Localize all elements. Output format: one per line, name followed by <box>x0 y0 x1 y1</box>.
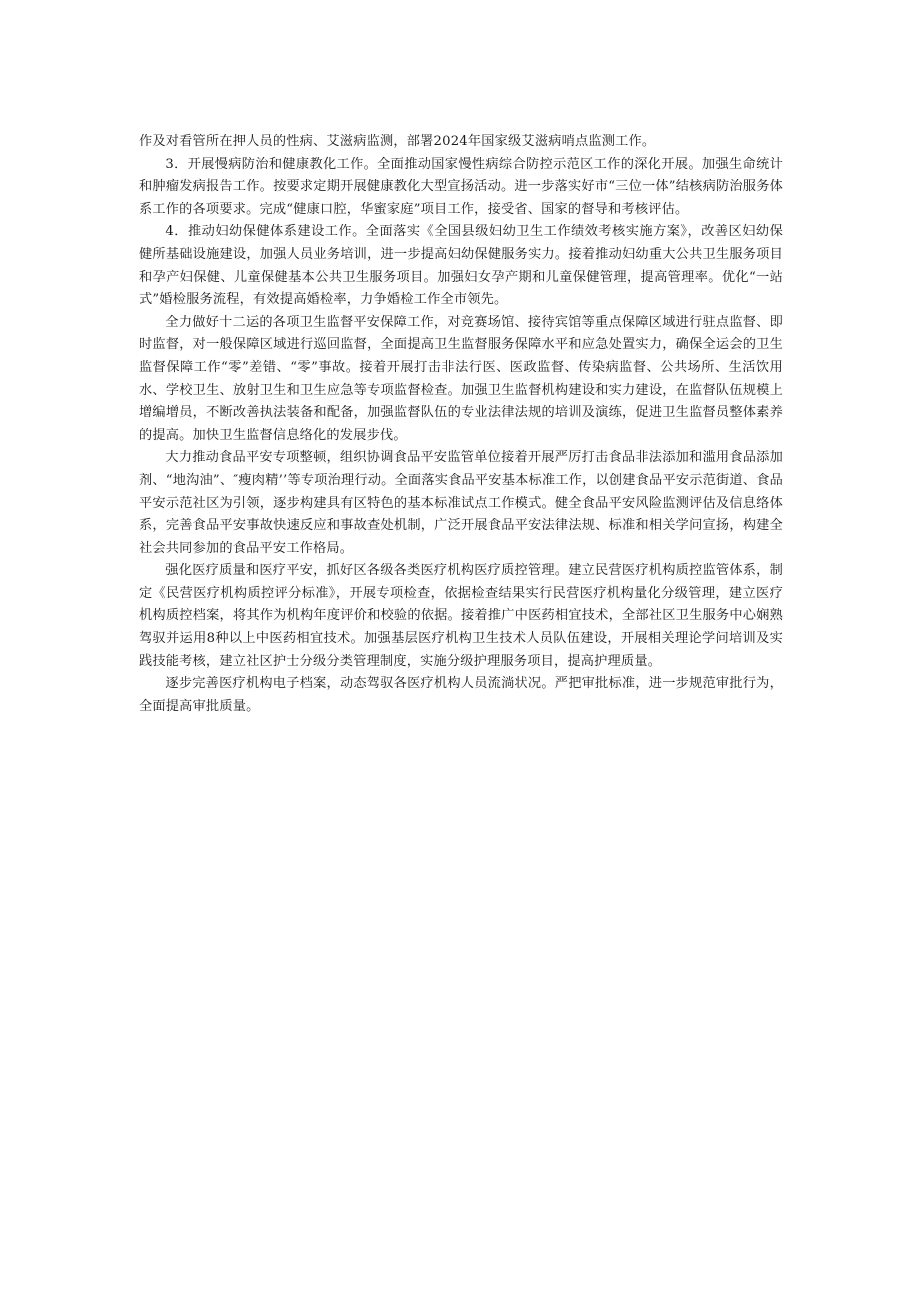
paragraph-medical-records: 逐步完善医疗机构电子档案，动态驾驭各医疗机构人员流淌状况。严把审批标准，进一步规范审批行为，全面提高审批质量。 <box>139 676 783 714</box>
paragraph-medical-quality: 强化医疗质量和医疗平安，抓好区各级各类医疗机构医疗质控管理。建立民营医疗机构质控监管体系，制定《民营医疗机构质控评分标准》，开展专项检查，依据检查结果实行民营医疗机构量化分级管理，建立医疗机构质控档案，将其作为机构年度评价和校验的依据。接着推广中医药相宜技术，全部社区卫生服务中心娴熟驾驭并运用8种以上中医药相宜技术。加强基层医疗机构卫生技术人员队伍建设，开展相关理论学问培训及实践技能考核，建立社区护士分级分类管理制度，实施分级护理服务项目，提高护理质量。 <box>139 563 783 669</box>
paragraph-maternal-child-health: 4．推动妇幼保健体系建设工作。全面落实《全国县级妇幼卫生工作绩效考核实施方案》，改善区妇幼保健所基础设施建设，加强人员业务培训，进一步提高妇幼保健服务实力。接着推动妇幼重大公共卫生服务项目和孕产妇保健、儿童保健基本公共卫生服务项目。加强妇女孕产期和儿童保健管理，提高管理率。优化“一站式”婚检服务流程，有效提高婚检率，力争婚检工作全市领先。 <box>139 224 783 308</box>
paragraph-health-supervision: 全力做好十二运的各项卫生监督平安保障工作，对竞赛场馆、接待宾馆等重点保障区域进行驻点监督、即时监督，对一般保障区域进行巡回监督，全面提高卫生监督服务保障水平和应急处置实力，确保全运会的卫生监督保障工作“零”差错、“零”事故。接着开展打击非法行医、医政监督、传染病监督、公共场所、生活饮用水、学校卫生、放射卫生和卫生应急等专项监督检查。加强卫生监督机构建设和实力建设，在监督队伍规模上增编增员，不断改善执法装备和配备，加强监督队伍的专业法律法规的培训及演练，促进卫生监督员整体素养的提高。加快卫生监督信息络化的发展步伐。 <box>139 314 783 443</box>
paragraph-chronic-disease: 3．开展慢病防治和健康教化工作。全面推动国家慢性病综合防控示范区工作的深化开展。加强生命统计和肿瘤发病报告工作。按要求定期开展健康教化大型宣扬活动。进一步落实好市“三位一体”结核病防治服务体系工作的各项要求。完成“健康口腔，华蜜家庭”项目工作，接受省、国家的督导和考核评估。 <box>139 156 783 217</box>
paragraph-continuation: 作及对看管所在押人员的性病、艾滋病监测，部署2024年国家级艾滋病哨点监测工作。 <box>139 134 656 149</box>
document-body <box>139 131 783 718</box>
paragraph-food-safety: 大力推动食品平安专项整顿，组织协调食品平安监管单位接着开展严厉打击食品非法添加和滥用食品添加剂、“地沟油”、″瘦肉精’’等专项治理行动。全面落实食品平安基本标准工作，以创建食品平安示范街道、食品平安示范社区为引领，逐步构建具有区特色的基本标准试点工作模式。健全食品平安风险监测评估及信息络体系，完善食品平安事故快速反应和事故查处机制，广泛开展食品平安法律法规、标准和相关学问宣扬，构建全社会共同参加的食品平安工作格局。 <box>139 450 783 556</box>
